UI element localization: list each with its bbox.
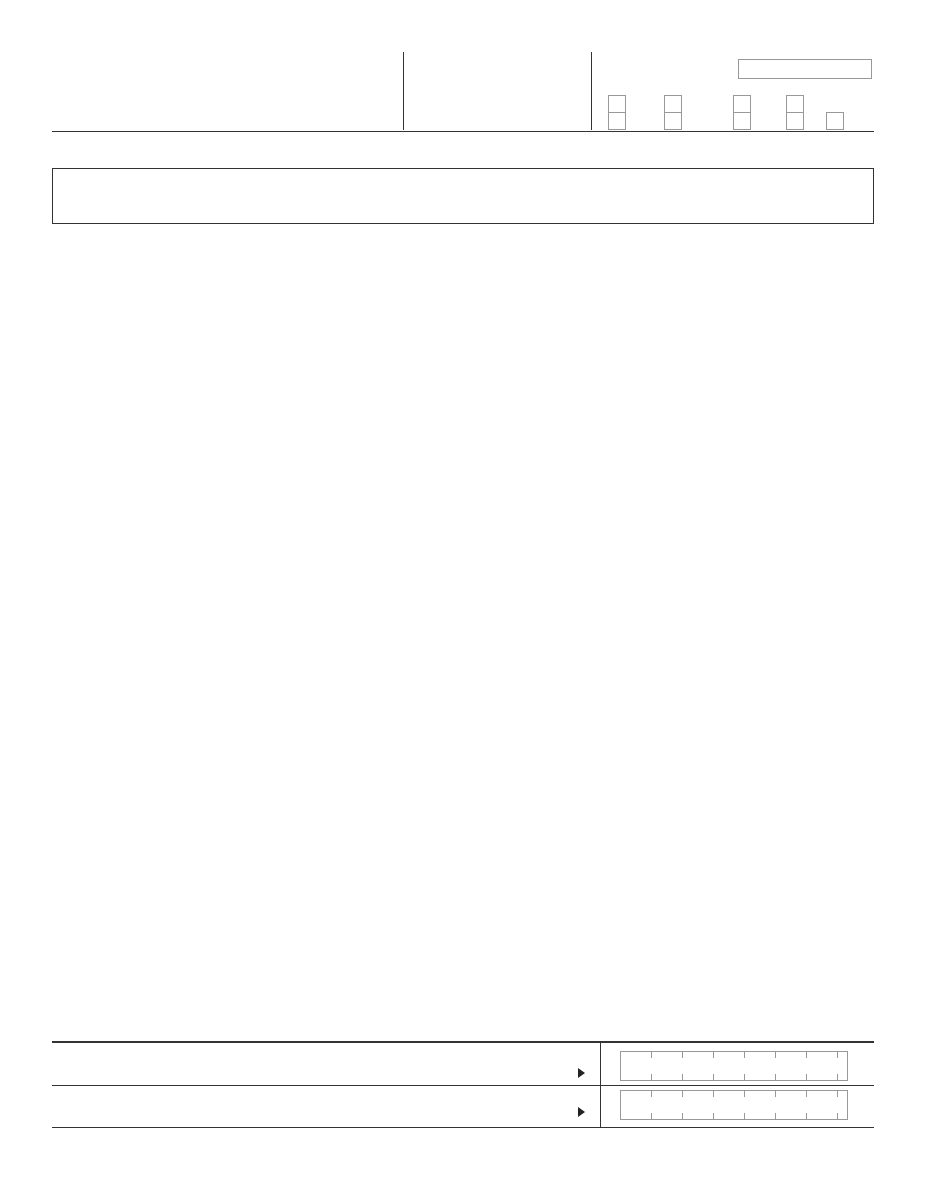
line-11c-checkbox[interactable] [733, 95, 751, 113]
page-number-box [738, 59, 872, 79]
line-13-checkbox[interactable] [608, 112, 626, 130]
subtotal-arrow-icon [578, 1068, 585, 1078]
line-15-checkbox[interactable] [733, 112, 751, 130]
line-11a-checkbox[interactable] [608, 95, 626, 113]
line-11b-checkbox[interactable] [664, 95, 682, 113]
committee-box [52, 168, 874, 224]
total-arrow-icon [578, 1107, 585, 1117]
subtotal-field [620, 1051, 848, 1081]
line-14-checkbox[interactable] [664, 112, 682, 130]
line-12-checkbox[interactable] [786, 95, 804, 113]
line-17-checkbox[interactable] [826, 112, 844, 130]
line-16-checkbox[interactable] [786, 112, 804, 130]
total-field [620, 1090, 848, 1120]
